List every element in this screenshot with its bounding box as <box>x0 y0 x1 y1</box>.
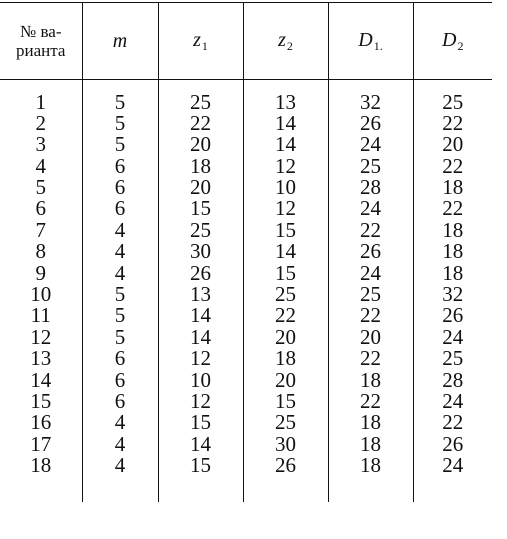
table-row <box>0 412 492 433</box>
cell-d1: 28 <box>328 177 413 198</box>
cell-z2: 10 <box>243 177 328 198</box>
cell-z2: 14 <box>243 241 328 262</box>
cell-variant-number: 12 <box>30 324 52 349</box>
cell-m: 6 <box>82 370 158 391</box>
cell-variant-number: 1 <box>35 89 46 114</box>
table-row <box>0 434 492 455</box>
cell-variant-number: 17 <box>30 431 52 456</box>
cell-z1: 12 <box>158 391 243 412</box>
cell-d2: 26 <box>413 434 492 455</box>
cell-d2: 32 <box>413 284 492 305</box>
table-row <box>0 327 492 348</box>
cell-z1: 14 <box>158 327 243 348</box>
table-row <box>0 391 492 412</box>
cell-z2: 20 <box>243 327 328 348</box>
cell-z2: 12 <box>243 156 328 177</box>
cell-variant-number: 2 <box>35 110 46 135</box>
cell-z2: 13 <box>243 92 328 113</box>
cell-d1: 25 <box>328 284 413 305</box>
cell-variant-number: 6 <box>35 196 46 221</box>
header-z2-symbol: z <box>278 28 286 51</box>
cell-z1: 22 <box>158 113 243 134</box>
cell-m: 6 <box>82 198 158 219</box>
cell-d1: 24 <box>328 198 413 219</box>
cell-d1: 18 <box>328 412 413 433</box>
cell-z2: 22 <box>243 305 328 326</box>
table-row <box>0 113 492 134</box>
cell-d1: 22 <box>328 220 413 241</box>
cell-m: 5 <box>82 284 158 305</box>
cell-d2: 28 <box>413 370 492 391</box>
cell-d2: 18 <box>413 263 492 284</box>
table-header <box>0 3 492 80</box>
cell-d1: 20 <box>328 327 413 348</box>
header-z1 <box>158 3 243 80</box>
cell-d1: 24 <box>328 263 413 284</box>
cell-z1: 30 <box>158 241 243 262</box>
cell-m: 5 <box>82 92 158 113</box>
cell-z1: 13 <box>158 284 243 305</box>
cell-z1: 14 <box>158 434 243 455</box>
variants-table <box>0 2 492 502</box>
header-z1-symbol: z <box>193 28 201 51</box>
cell-d2: 22 <box>413 113 492 134</box>
cell-z2: 15 <box>243 263 328 284</box>
cell-z2: 25 <box>243 412 328 433</box>
header-z1-subscript: 1 <box>201 38 208 53</box>
cell-m: 4 <box>82 434 158 455</box>
cell-z1: 20 <box>158 134 243 155</box>
cell-z1: 15 <box>158 198 243 219</box>
header-d2-symbol: D <box>442 28 457 51</box>
cell-d1: 24 <box>328 134 413 155</box>
cell-z2: 14 <box>243 113 328 134</box>
header-z2 <box>243 3 328 80</box>
cell-m: 4 <box>82 241 158 262</box>
cell-z2: 12 <box>243 198 328 219</box>
cell-variant-number: 16 <box>30 410 52 435</box>
header-z2-subscript: 2 <box>286 38 293 53</box>
header-d1-subscript: 1. <box>373 38 383 53</box>
cell-z2: 15 <box>243 391 328 412</box>
cell-d2: 18 <box>413 241 492 262</box>
cell-z1: 26 <box>158 263 243 284</box>
cell-variant-number: 15 <box>30 388 52 413</box>
cell-z1: 18 <box>158 156 243 177</box>
cell-d2: 26 <box>413 305 492 326</box>
cell-variant-number: 9 <box>35 260 46 285</box>
cell-d2: 25 <box>413 348 492 369</box>
cell-d2: 24 <box>413 455 492 476</box>
table-row <box>0 92 492 113</box>
bottom-spacer-row <box>0 477 492 502</box>
table-row <box>0 134 492 155</box>
table-body <box>0 80 492 502</box>
table-row <box>0 220 492 241</box>
cell-d2: 22 <box>413 412 492 433</box>
header-m <box>82 3 158 80</box>
cell-m: 4 <box>82 412 158 433</box>
cell-z2: 30 <box>243 434 328 455</box>
cell-z2: 18 <box>243 348 328 369</box>
cell-d1: 18 <box>328 455 413 476</box>
cell-z1: 15 <box>158 412 243 433</box>
cell-d1: 26 <box>328 241 413 262</box>
cell-d2: 24 <box>413 327 492 348</box>
cell-z1: 25 <box>158 92 243 113</box>
header-d1-symbol: D <box>358 28 373 51</box>
cell-d1: 22 <box>328 348 413 369</box>
cell-d2: 18 <box>413 177 492 198</box>
header-variant-line2: рианта <box>16 41 66 60</box>
cell-d2: 18 <box>413 220 492 241</box>
cell-variant-number: 14 <box>30 367 52 392</box>
cell-z2: 15 <box>243 220 328 241</box>
cell-d1: 22 <box>328 305 413 326</box>
cell-d1: 18 <box>328 370 413 391</box>
cell-z1: 14 <box>158 305 243 326</box>
table-row <box>0 198 492 219</box>
cell-m: 5 <box>82 113 158 134</box>
cell-z2: 20 <box>243 370 328 391</box>
cell-m: 5 <box>82 134 158 155</box>
header-variant-number <box>0 3 82 80</box>
cell-d2: 20 <box>413 134 492 155</box>
header-d2-subscript: 2 <box>457 38 464 53</box>
table-row <box>0 348 492 369</box>
cell-z2: 25 <box>243 284 328 305</box>
cell-d2: 22 <box>413 198 492 219</box>
cell-d1: 26 <box>328 113 413 134</box>
cell-d2: 24 <box>413 391 492 412</box>
cell-m: 5 <box>82 305 158 326</box>
table-row <box>0 284 492 305</box>
top-spacer-row <box>0 80 492 92</box>
cell-z1: 10 <box>158 370 243 391</box>
cell-z1: 12 <box>158 348 243 369</box>
header-d1 <box>328 3 413 80</box>
cell-variant-number: 18 <box>30 453 52 478</box>
cell-m: 4 <box>82 455 158 476</box>
header-d2 <box>413 3 492 80</box>
table-row <box>0 156 492 177</box>
cell-z1: 20 <box>158 177 243 198</box>
cell-m: 6 <box>82 177 158 198</box>
cell-m: 6 <box>82 348 158 369</box>
cell-m: 4 <box>82 220 158 241</box>
cell-variant-number: 3 <box>35 132 46 157</box>
cell-m: 4 <box>82 263 158 284</box>
cell-m: 6 <box>82 156 158 177</box>
table-row <box>0 241 492 262</box>
cell-variant-number: 10 <box>30 282 52 307</box>
cell-variant-number: 4 <box>35 153 46 178</box>
table-row <box>0 305 492 326</box>
cell-variant-number: 8 <box>35 239 46 264</box>
cell-d2: 22 <box>413 156 492 177</box>
cell-d1: 32 <box>328 92 413 113</box>
cell-variant-number: 13 <box>30 346 52 371</box>
table-row <box>0 177 492 198</box>
cell-variant-number: 11 <box>30 303 51 328</box>
cell-z2: 26 <box>243 455 328 476</box>
cell-z1: 15 <box>158 455 243 476</box>
cell-z2: 14 <box>243 134 328 155</box>
table-row <box>0 455 492 476</box>
cell-z1: 25 <box>158 220 243 241</box>
cell-variant-number: 5 <box>35 175 46 200</box>
cell-d1: 18 <box>328 434 413 455</box>
cell-variant-number: 7 <box>35 217 46 242</box>
header-variant-line1: № ва- <box>20 22 62 41</box>
cell-m: 5 <box>82 327 158 348</box>
table-row <box>0 370 492 391</box>
cell-d1: 25 <box>328 156 413 177</box>
cell-d2: 25 <box>413 92 492 113</box>
cell-m: 6 <box>82 391 158 412</box>
cell-d1: 22 <box>328 391 413 412</box>
table-row <box>0 263 492 284</box>
header-m-symbol: m <box>112 29 128 52</box>
